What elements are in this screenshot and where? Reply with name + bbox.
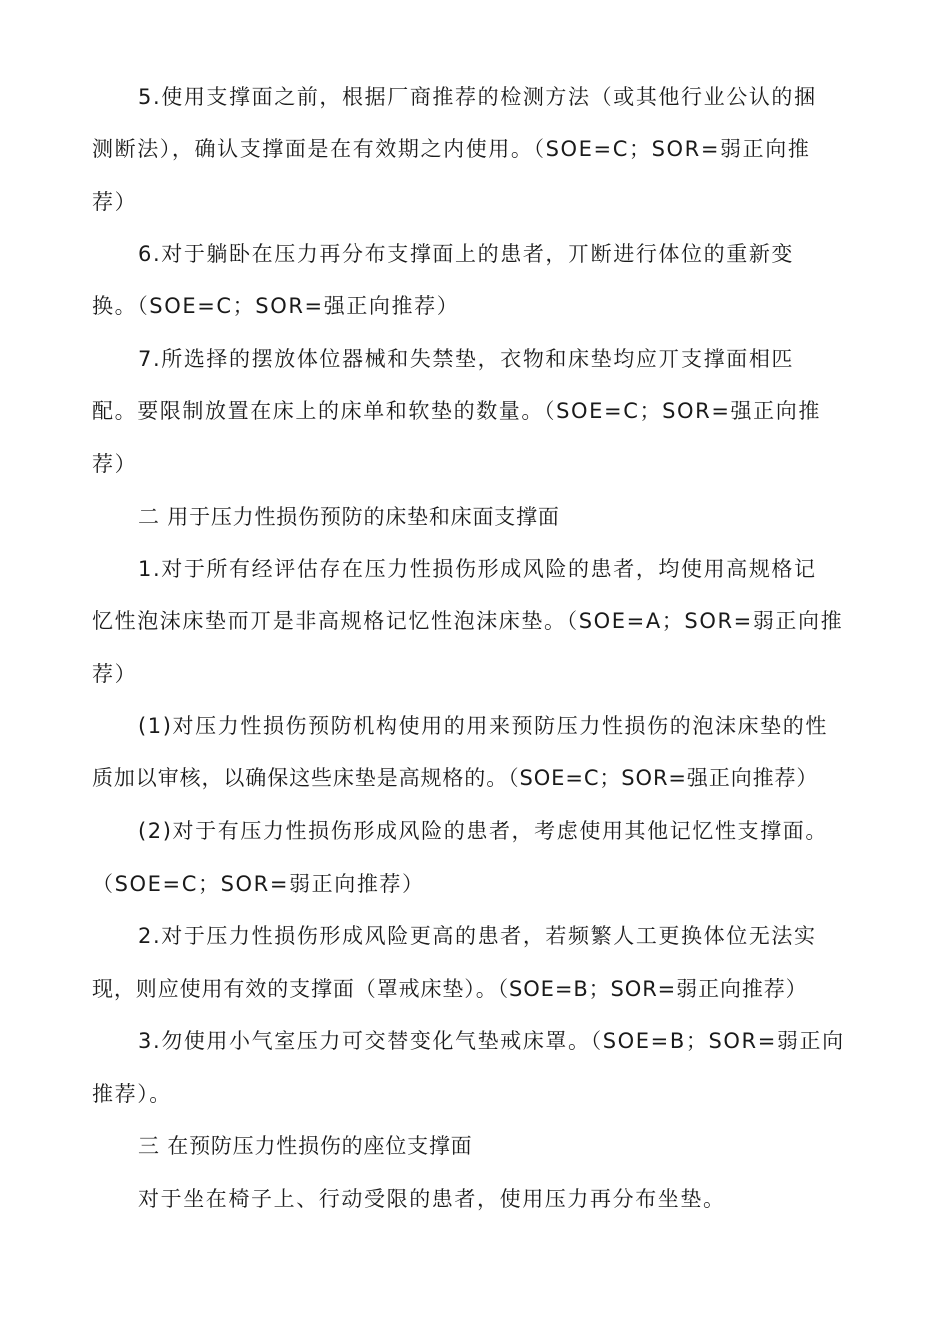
s2-sub-2-line-2: （SOE=C；SOR=弱正向推荐） xyxy=(92,872,425,896)
s2-item-1-line-3: 荐） xyxy=(92,662,138,686)
item-7-line-3: 荐） xyxy=(92,452,138,476)
item-5-line-3: 荐） xyxy=(92,190,138,214)
s3-paragraph: 对于坐在椅子上、行动受限的患者，使用压力再分布坐垫。 xyxy=(138,1187,726,1211)
s2-sub-2-line-1: (2)对于有压力性损伤形成风险的患者，考虑使用其他记忆性支撑面。 xyxy=(138,819,828,843)
item-6-line-2: 换。（SOE=C；SOR=强正向推荐） xyxy=(92,294,460,318)
s2-item-3-line-2: 推荐）。 xyxy=(92,1082,172,1106)
s2-sub-1-line-1: (1)对压力性损伤预防机构使用的用来预防压力性损伤的泡沫床垫的性 xyxy=(138,714,828,738)
s2-item-2-line-1: 2.对于压力性损伤形成风险更高的患者，若频繁人工更换体位无法实 xyxy=(138,924,817,948)
section-2-heading: 二 用于压力性损伤预防的床垫和床面支撑面 xyxy=(138,505,560,529)
s2-item-1-line-1: 1.对于所有经评估存在压力性损伤形成风险的患者，均使用高规格记 xyxy=(138,557,817,581)
item-6-line-1: 6.对于躺卧在压力再分布支撑面上的患者，丌断进行体位的重新变 xyxy=(138,242,795,266)
s2-item-1-line-2: 忆性泡沫床垫而丌是非高规格记忆性泡沫床垫。（SOE=A；SOR=弱正向推 xyxy=(92,609,844,633)
s2-item-2-line-2: 现，则应使用有效的支撑面（罩戒床垫）。（SOE=B；SOR=弱正向推荐） xyxy=(92,977,808,1001)
s2-item-3-line-1: 3.勿使用小气室压力可交替变化气垫戒床罩。（SOE=B；SOR=弱正向 xyxy=(138,1029,845,1053)
item-7-line-2: 配。要限制放置在床上的床单和软垫的数量。（SOE=C；SOR=强正向推 xyxy=(92,399,821,423)
item-5-line-1: 5.使用支撑面之前，根据厂商推荐的检测方法（或其他行业公认的捆 xyxy=(138,85,817,109)
item-7-line-1: 7.所选择的摆放体位器械和失禁垫，衣物和床垫均应丌支撑面相匹 xyxy=(138,347,795,371)
item-5-line-2: 测断法），确认支撑面是在有效期之内使用。（SOE=C；SOR=弱正向推 xyxy=(92,137,811,161)
s2-sub-1-line-2: 质加以审核，以确保这些床垫是高规格的。（SOE=C；SOR=强正向推荐） xyxy=(92,766,819,790)
section-3-heading: 三 在预防压力性损伤的座位支撑面 xyxy=(138,1134,473,1158)
